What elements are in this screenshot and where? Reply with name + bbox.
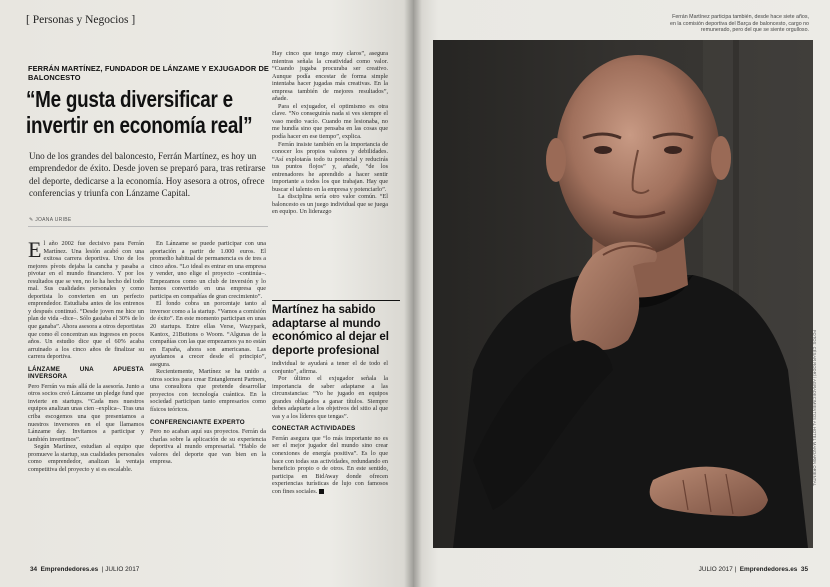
subheading-conectar: CONECTAR ACTIVIDADES — [272, 425, 356, 433]
article-column-2 — [150, 240, 266, 565]
subheading-lanzame: LÁNZAME UNA APUESTA INVERSORA — [28, 365, 144, 381]
article-lead: Uno de los grandes del baloncesto, Ferrán Martínez, es hoy un emprendedor de éxito. Desde joven se preparó para, tras retirarse del deporte, dedicarse a la economía. Hoy asesora a otros, ofrece conferencias y triunfa con Lánzame Capital. — [29, 151, 266, 199]
article-column-3-bottom — [272, 360, 388, 565]
column-3-paragraph-7 — [272, 435, 388, 495]
page-number-right: 35 — [800, 566, 808, 573]
byline-divider — [28, 226, 268, 227]
column-2-paragraph-3: Recientemente, Martínez se ha unido a otros socios para crear Entanglement Partners, una consultora que pretende desarrollar proyectos con tecnología cuántica. En la sociedad participan tanto empresarios como físicos teóricos. — [150, 368, 266, 414]
column-1-paragraph-2: Pero Ferrán va más allá de la asesoría. Junto a otros socios creó Lánzame un pledge fund que invierte en startups. “Cada mes nuestros equipos analizan unas cien –explica–. Tras una criba escogemos una que presentamos a nuestros inversores en el que llamamos Lánzame day. Invitamos a participar y también invertimos”. — [28, 382, 144, 443]
article-headline: “Me gusta diversificar e invertir en economía real” — [26, 86, 253, 138]
folio-brand-right: Emprendedores.es — [739, 566, 798, 573]
column-3-paragraph-6: Por último el exjugador señala la importancia de saber adaptarse a las circunstancias: “Yo he jugado en equipos grandes obligados a ganar títulos. Siempre debes adaptarte a los objetivos del sitio al que vas y a los líderes que tengas”. — [272, 375, 388, 420]
folio-brand-left: Emprendedores.es — [40, 566, 99, 573]
paragraph-text: l año 2002 fue decisivo para Ferrán Martínez. Una lesión acabó con una exitosa carrera deportiva. Uno de los mejores pívots dejaba la cancha y pasaba a pivotar en el mundo financiero. Y por los resultados que se ven, no lo ha hecho del todo mal. Sus cualidades personales y como deportista lo convierten en un perfecto emprendedor. Estudiaba antes de los entrenos y después continuó. “Desde joven me hice un plan de vida –dice–. Sólo gastaba el 30% de lo que ganaba”. Ahora asesora a otros deportistas que como él concentran sus ingresos en pocos años. Un estudio dice que el 60% acaba arruinado a los cinco años de finalizar su carrera deportiva. — [28, 240, 144, 361]
byline — [29, 217, 72, 223]
end-of-article-icon — [319, 489, 324, 494]
photo-credit-text: FOTOS: CÉSAR RODRÍ / AGRADECIMIENTOS AL HOTEL MANDARIN ORIENTAL — [812, 330, 817, 487]
portrait-illustration — [433, 40, 813, 548]
page-number-left: 34 — [30, 566, 38, 573]
pen-icon: ✎ — [29, 217, 36, 223]
column-1-paragraph-3: Según Martínez, estudian al equipo que promueve la startup, sus cualidades personales como emprendedor, analizan la ventaja competitiva del proyecto y si es escalable. — [28, 443, 144, 473]
drop-cap: E — [28, 240, 42, 262]
column-3-paragraph-3: Ferrán insiste también en la importancia de conocer los propios valores y debilidades. “Así explotarás todo tu potencial y reducirás tus puntos flojos” y, añade, “de los entrenadores he aprendido a hacer sentir importante a todos los que trabajan. Hay que buscar el talento en la empresa y potenciarlo”. — [272, 140, 388, 193]
pull-quote: Martínez ha sabido adaptarse al mundo económico al dejar el deporte profesional — [272, 300, 400, 358]
section-tag: [ Personas y Negocios ] — [26, 14, 136, 26]
column-3-paragraph-5: individual te ayudará a tener el de todo el conjunto”, afirma. — [272, 360, 388, 375]
right-page — [413, 0, 830, 587]
photo-credit — [812, 330, 825, 530]
folio-date-left: JULIO 2017 — [105, 566, 140, 573]
column-3-paragraph-1: Hay cinco que tengo muy claros”, asegura mientras señala la creatividad como valor. “Cuando jugaba procuraba ser creativo. Aunque podía encestar de forma simple intentaba hacer jugadas más creativas. En la empresa también de mejores resultados”, añade. — [272, 50, 388, 103]
column-2-paragraph-4: Pero no acaban aquí sus proyectos. Ferrán da charlas sobre la aplicación de su experiencia deportiva al mundo empresarial. “Hablo de valores del deporte que van bien en la empresa. — [150, 428, 266, 466]
article-column-1 — [28, 240, 144, 565]
left-page — [0, 0, 413, 587]
byline-author: JOANA URIBE — [35, 217, 72, 223]
folio-date-right: JULIO 2017 — [698, 566, 733, 573]
subheading-conferenciante: CONFERENCIANTE EXPERTO — [150, 418, 245, 426]
column-2-paragraph-2: El fondo cobra un porcentaje tanto al inversor como a la startup. “Vamos a comisión de éxito”. En este momento participan en unas 20 startups. Entre ellas Verse, Wazypark, Kantox, 21Buttons o Woom. “Algunas de la compañías con las que empezamos ya no están en España, ahora son americanas. Las ayudamos a crecer desde el principio”, asegura. — [150, 300, 266, 368]
portrait-photo — [433, 40, 813, 548]
column-3-paragraph-4: La disciplina sería otro valor común. “El baloncesto es un juego individual que se juega en equipo. Un liderazgo — [272, 193, 388, 216]
paragraph-text: Ferrán asegura que “lo más importante no es ser el mejor jugador del mundo sino crear conexiones de energía positiva”. Es lo que hace con todas sus actividades, redundando en beneficio propio o de otros. En este sentido, participa en BidAway donde ofrecen experiencias turísticas de lujo con famosos con fines sociales. — [272, 434, 388, 495]
article-column-3-top — [272, 50, 388, 295]
column-3-paragraph-2: Para el exjugador, el optimismo es otra clave. “No conseguirás nada si ves siempre el vaso medio vacío. Cuando me lesionaba, no me hundía sino que pensaba en las cosas que podía hacer en ese tiempo”, explica. — [272, 102, 388, 141]
photo-caption: Ferrán Martínez participa también, desde hace siete años, en la comisión deportiva del Barça de baloncesto, cargo no remunerado, pero del que se siente orgulloso. — [670, 14, 809, 34]
spread-gutter — [404, 0, 422, 587]
folio-left: 34 Emprendedores.es | JULIO 2017 — [30, 566, 140, 573]
article-kicker: FERRÁN MARTÍNEZ, FUNDADOR DE LÁNZAME Y EXJUGADOR DE BALONCESTO — [28, 64, 269, 82]
folio-right: JULIO 2017 | Emprendedores.es 35 — [698, 566, 808, 573]
column-1-paragraph-1 — [28, 240, 144, 361]
column-2-paragraph-1: En Lánzame se puede participar con una aportación a partir de 1.000 euros. El promedio habitual de permanencia es de tres a cinco años. “Lo ideal es entrar en una empresa y vender, uno elige el proyecto –continúa–. Empezamos como un club de inversión y lo hemos convertido en una empresa que participa en compañías de gran crecimiento”. — [150, 240, 266, 300]
